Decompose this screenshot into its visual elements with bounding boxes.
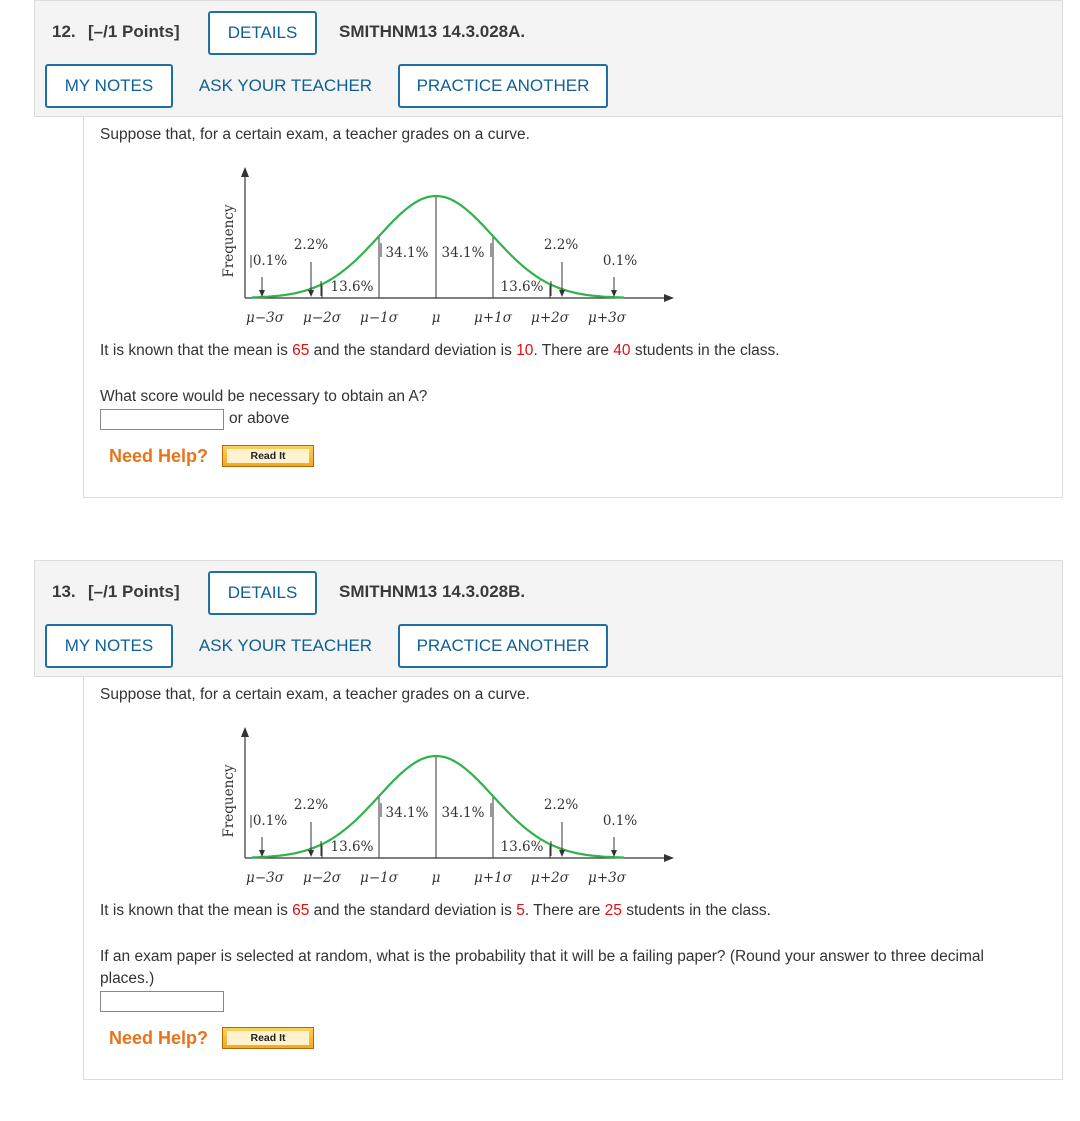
y-axis-arrow bbox=[241, 727, 249, 737]
need-help-label: Need Help? bbox=[109, 1028, 209, 1048]
question-prompt-cont: places.) bbox=[100, 970, 155, 987]
x-tick-label: μ bbox=[431, 310, 441, 326]
details-button[interactable]: DETAILS bbox=[208, 11, 317, 55]
mean-value: 65 bbox=[292, 902, 310, 919]
sd-value: 5 bbox=[516, 902, 525, 919]
x-tick-label: μ+1σ bbox=[474, 870, 512, 886]
my-notes-button[interactable]: MY NOTES bbox=[45, 624, 173, 668]
percent-label: 0.1% bbox=[602, 253, 638, 269]
sd-value: 10 bbox=[516, 342, 534, 359]
percent-label: 2.2% bbox=[543, 797, 579, 813]
question-body bbox=[83, 677, 1063, 1080]
pointer-arrowhead bbox=[611, 290, 617, 297]
y-axis-label: Frequency bbox=[221, 764, 237, 838]
answer-input[interactable] bbox=[100, 409, 224, 430]
question-intro: Suppose that, for a certain exam, a teacher grades on a curve. bbox=[100, 126, 530, 143]
x-tick-label: μ bbox=[431, 870, 441, 886]
percent-label: 0.1% bbox=[252, 813, 288, 829]
percent-label: 0.1% bbox=[252, 253, 288, 269]
pointer-arrowhead bbox=[611, 850, 617, 857]
question-intro: Suppose that, for a certain exam, a teacher grades on a curve. bbox=[100, 686, 530, 703]
x-tick-label: μ−2σ bbox=[303, 310, 341, 326]
question-prompt: If an exam paper is selected at random, what is the probability that it will be a failing paper? (Round your answer to three decimal bbox=[100, 948, 984, 965]
pointer-arrowhead bbox=[308, 850, 314, 857]
pointer-arrowhead bbox=[559, 850, 565, 857]
x-tick-label: μ+3σ bbox=[588, 310, 626, 326]
percent-label: 34.1% bbox=[385, 245, 429, 261]
percent-label: 13.6% bbox=[500, 839, 544, 855]
question-number: 12. bbox=[52, 22, 76, 41]
x-tick-label: μ+3σ bbox=[588, 870, 626, 886]
x-tick-label: μ+2σ bbox=[531, 310, 569, 326]
read-it-button[interactable]: Read It bbox=[222, 1027, 314, 1049]
problem-id: SMITHNM13 14.3.028B. bbox=[339, 582, 526, 601]
x-tick-label: μ+2σ bbox=[531, 870, 569, 886]
mean-value: 65 bbox=[292, 342, 310, 359]
x-tick-label: μ−3σ bbox=[246, 310, 284, 326]
x-tick-label: μ−3σ bbox=[246, 870, 284, 886]
read-it-button[interactable]: Read It bbox=[222, 445, 314, 467]
percent-label: 13.6% bbox=[330, 839, 374, 855]
x-axis-arrow bbox=[664, 294, 674, 302]
question-points: [–/1 Points] bbox=[88, 582, 180, 601]
normal-curve-svg bbox=[214, 165, 684, 335]
need-help-label: Need Help? bbox=[109, 446, 209, 466]
my-notes-button[interactable]: MY NOTES bbox=[45, 64, 173, 108]
percent-label: 34.1% bbox=[441, 245, 485, 261]
question-header bbox=[34, 560, 1063, 677]
students-value: 25 bbox=[604, 902, 622, 919]
details-button[interactable]: DETAILS bbox=[208, 571, 317, 615]
percent-label: 2.2% bbox=[293, 237, 329, 253]
pointer-arrowhead bbox=[308, 290, 314, 297]
students-value: 40 bbox=[613, 342, 631, 359]
normal-curve-figure bbox=[214, 165, 684, 335]
question-body bbox=[83, 117, 1063, 498]
percent-label: 34.1% bbox=[385, 805, 429, 821]
y-axis-label: Frequency bbox=[221, 204, 237, 278]
percent-label: 34.1% bbox=[441, 805, 485, 821]
normal-curve-figure bbox=[214, 725, 684, 895]
percent-label: 13.6% bbox=[330, 279, 374, 295]
question-header bbox=[34, 0, 1063, 117]
percent-label: 0.1% bbox=[602, 813, 638, 829]
answer-input[interactable] bbox=[100, 991, 224, 1012]
question-number: 13. bbox=[52, 582, 76, 601]
percent-label: 13.6% bbox=[500, 279, 544, 295]
question-prompt: What score would be necessary to obtain an A? bbox=[100, 388, 428, 405]
x-axis-arrow bbox=[664, 854, 674, 862]
x-tick-label: μ−1σ bbox=[360, 870, 398, 886]
ask-teacher-button[interactable]: ASK YOUR TEACHER bbox=[198, 76, 373, 95]
x-tick-label: μ−2σ bbox=[303, 870, 341, 886]
x-tick-label: μ−1σ bbox=[360, 310, 398, 326]
percent-label: 2.2% bbox=[543, 237, 579, 253]
known-values: It is known that the mean is 65 and the standard deviation is 10. There are 40 students in the class. bbox=[100, 342, 780, 359]
problem-id: SMITHNM13 14.3.028A. bbox=[339, 22, 526, 41]
question-points: [–/1 Points] bbox=[88, 22, 180, 41]
answer-suffix: or above bbox=[229, 410, 290, 427]
normal-curve-svg bbox=[214, 725, 684, 895]
percent-label: 2.2% bbox=[293, 797, 329, 813]
practice-another-button[interactable]: PRACTICE ANOTHER bbox=[398, 64, 608, 108]
known-values: It is known that the mean is 65 and the standard deviation is 5. There are 25 students in the class. bbox=[100, 902, 771, 919]
y-axis-arrow bbox=[241, 167, 249, 177]
practice-another-button[interactable]: PRACTICE ANOTHER bbox=[398, 624, 608, 668]
x-tick-label: μ+1σ bbox=[474, 310, 512, 326]
pointer-arrowhead bbox=[559, 290, 565, 297]
ask-teacher-button[interactable]: ASK YOUR TEACHER bbox=[198, 636, 373, 655]
